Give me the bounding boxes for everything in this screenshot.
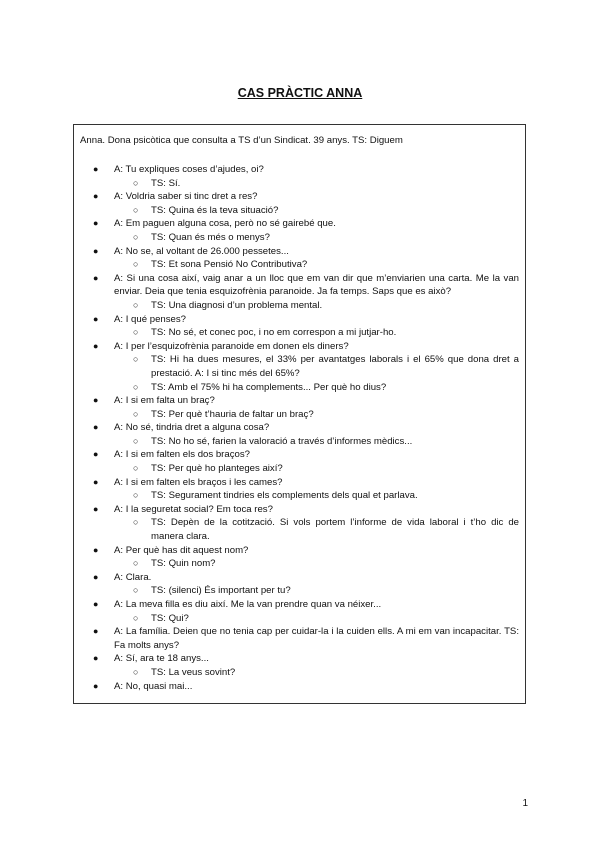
circle-bullet-icon: ○ [133,259,139,270]
circle-bullet-icon: ○ [133,435,139,446]
social-worker-text: TS: Quan és més o menys? [151,231,270,243]
social-worker-text: TS: La veus sovint? [151,666,236,678]
applicant-text: A: La família. Deien que no tenia cap per cuidar-la i la cuiden ells. A mi em van incapacitar. TS: Fa molts anys? [114,626,519,651]
bullet-icon: ● [93,313,99,324]
applicant-text: A: No sé, tindria dret a alguna cosa? [114,422,270,434]
circle-bullet-icon: ○ [133,299,139,310]
social-worker-text: TS: Qui? [151,612,189,624]
applicant-line [74,476,527,490]
social-worker-line [74,177,527,191]
circle-bullet-icon: ○ [133,231,139,242]
applicant-text: A: Em paguen alguna cosa, però no sé gairebé que. [114,218,336,230]
social-worker-line [74,557,527,571]
applicant-line [74,652,527,666]
social-worker-text: TS: Segurament tindries els complements dels qual et parlava. [151,490,418,502]
social-worker-text: TS: Et sona Pensió No Contributiva? [151,259,308,271]
applicant-text: A: I qué penses? [114,313,187,325]
social-worker-text: TS: (silenci) És important per tu? [151,585,291,597]
circle-bullet-icon: ○ [133,381,139,392]
social-worker-text: TS: Hi ha dues mesures, el 33% per avantatges laborals i el 65% que dona dret a prestació. A: I si tinc més del 65%? [151,354,519,379]
circle-bullet-icon: ○ [133,354,139,365]
social-worker-line [74,516,527,543]
applicant-text: A: No, quasi mai... [114,680,193,692]
applicant-text: A: Clara. [114,571,152,583]
applicant-line [74,217,527,231]
applicant-line [74,272,527,299]
applicant-line [74,245,527,259]
applicant-line [74,394,527,408]
social-worker-text: TS: Amb el 75% hi ha complements... Per què ho dius? [151,381,387,393]
bullet-icon: ● [93,164,99,174]
social-worker-line [74,353,527,380]
social-worker-text: TS: Per què t’hauria de faltar un braç? [151,408,314,420]
bullet-icon: ● [93,395,99,406]
applicant-line [74,625,527,652]
social-worker-text: TS: No ho sé, farien la valoració a través d’informes mèdics... [151,435,413,447]
circle-bullet-icon: ○ [133,490,139,501]
bullet-icon: ● [93,340,99,351]
applicant-line [74,421,527,435]
social-worker-line [74,462,527,476]
applicant-line [74,340,527,354]
bullet-icon: ● [93,626,99,637]
bullet-icon: ● [93,653,99,664]
applicant-text: A: I si em falten els braços i les cames? [114,476,283,488]
social-worker-text: TS: No sé, et conec poc, i no em correspon a mi jutjar-ho. [151,327,397,339]
applicant-line [74,598,527,612]
social-worker-line [74,489,527,503]
bullet-icon: ● [93,571,99,582]
applicant-text: A: Sí, ara te 18 anys... [114,653,209,665]
circle-bullet-icon: ○ [133,517,139,528]
circle-bullet-icon: ○ [133,612,139,623]
applicant-line [74,571,527,585]
social-worker-line [74,584,527,598]
bullet-icon: ● [93,680,99,691]
social-worker-line [74,666,527,680]
applicant-line [74,190,527,204]
circle-bullet-icon: ○ [133,408,139,419]
bullet-icon: ● [93,218,99,229]
social-worker-line [74,435,527,449]
social-worker-line [74,381,527,395]
applicant-text: A: Tu expliques coses d’ajudes, oi? [114,164,264,175]
applicant-line [74,313,527,327]
circle-bullet-icon: ○ [133,585,139,596]
social-worker-line [74,231,527,245]
circle-bullet-icon: ○ [133,327,139,338]
social-worker-line [74,299,527,313]
intro-line: Anna. Dona psicòtica que consulta a TS d’un Sindicat. 39 anys. TS: Diguem [80,135,403,146]
social-worker-text: TS: Per què ho planteges així? [151,463,283,475]
applicant-line [74,163,527,177]
applicant-text: A: I si em falta un braç? [114,395,215,407]
bullet-icon: ● [93,449,99,460]
applicant-line [74,544,527,558]
applicant-text: A: Si una cosa així, vaig anar a un lloc que em van dir que m’enviarien una carta. Me la van enviar. Deia que tenia esquizofrènia paranoide. Ja fa temps. Saps que es això? [114,272,519,298]
social-worker-text: TS: Quin nom? [151,558,216,570]
applicant-text: A: Voldria saber si tinc dret a res? [114,191,258,203]
circle-bullet-icon: ○ [133,558,139,569]
applicant-line [74,503,527,517]
bullet-icon: ● [93,272,99,283]
social-worker-text: TS: Una diagnosi d’un problema mental. [151,299,323,311]
applicant-text: A: I si em falten els dos braços? [114,449,250,461]
applicant-text: A: No se, al voltant de 26.000 pessetes... [114,245,289,257]
page-number: 1 [522,798,528,809]
applicant-text: A: La meva filla es diu així. Me la van prendre quan va néixer... [114,599,382,610]
bullet-icon: ● [93,191,99,202]
circle-bullet-icon: ○ [133,666,139,677]
social-worker-text: TS: Sí. [151,177,181,189]
circle-bullet-icon: ○ [133,463,139,474]
dialogue-list [74,163,527,693]
bullet-icon: ● [93,503,99,514]
bullet-icon: ● [93,544,99,555]
applicant-text: A: Per què has dit aquest nom? [114,544,249,556]
social-worker-line [74,326,527,340]
bullet-icon: ● [93,599,99,609]
circle-bullet-icon: ○ [133,204,139,215]
circle-bullet-icon: ○ [133,177,139,188]
dialogue-box [73,124,526,704]
applicant-text: A: I per l’esquizofrènia paranoide em donen els diners? [114,340,349,352]
applicant-text: A: I la seguretat social? Em toca res? [114,503,273,515]
bullet-icon: ● [93,476,99,487]
social-worker-text: TS: Depèn de la cotització. Si vols portem l’informe de vida laboral i t’ho dic de manera clara. [151,517,519,543]
social-worker-line [74,204,527,218]
social-worker-line [74,258,527,272]
social-worker-line [74,408,527,422]
applicant-line [74,680,527,694]
social-worker-text: TS: Quina és la teva situació? [151,204,279,216]
applicant-line [74,448,527,462]
document-title: CAS PRÀCTIC ANNA [237,86,363,100]
social-worker-line [74,612,527,626]
bullet-icon: ● [93,422,99,433]
bullet-icon: ● [93,245,99,256]
